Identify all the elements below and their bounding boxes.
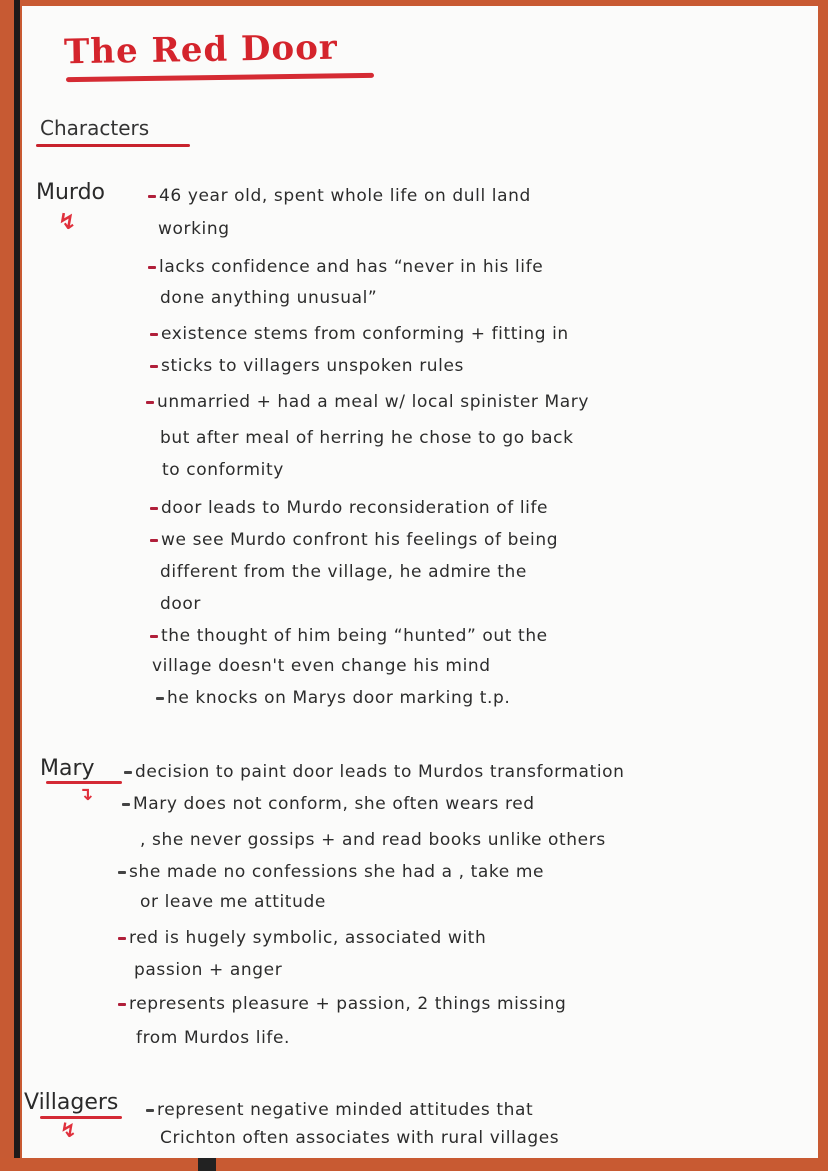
note-line: represents pleasure + passion, 2 things missing: [118, 994, 566, 1014]
bullet-icon: [150, 333, 158, 336]
section-underline: [36, 144, 190, 147]
note-line: he knocks on Marys door marking t.p.: [156, 688, 510, 708]
note-line: she made no confessions she had a , take me: [118, 862, 544, 882]
bullet-icon: [118, 871, 126, 874]
binder-spine: [0, 0, 14, 1171]
red-arrow-icon: ↴: [78, 784, 94, 805]
binder-edge-right: [818, 0, 828, 1171]
bullet-icon: [146, 401, 154, 404]
note-line: decision to paint door leads to Murdos transformation: [124, 762, 625, 782]
note-line: but after meal of herring he chose to go back: [160, 428, 574, 448]
name-underline: [40, 1116, 122, 1119]
note-line: existence stems from conforming + fitting in: [150, 324, 569, 344]
note-paper: [22, 6, 818, 1158]
note-line: represent negative minded attitudes that: [146, 1100, 533, 1120]
note-line: door leads to Murdo reconsideration of life: [150, 498, 548, 518]
bullet-icon: [118, 937, 126, 940]
note-line: to conformity: [162, 460, 284, 480]
note-line: unmarried + had a meal w/ local spinister Mary: [146, 392, 589, 412]
note-line: Crichton often associates with rural villages: [160, 1128, 560, 1148]
note-line: village doesn't even change his mind: [152, 656, 491, 676]
section-heading: Characters: [40, 116, 150, 140]
note-line: from Murdos life.: [136, 1028, 291, 1048]
note-line: , she never gossips + and read books unlike others: [140, 830, 606, 850]
bullet-icon: [150, 507, 158, 510]
bullet-icon: [156, 697, 164, 700]
bullet-icon: [146, 1109, 154, 1112]
page-title: The Red Door: [63, 27, 339, 73]
note-line: passion + anger: [134, 960, 283, 980]
note-line: sticks to villagers unspoken rules: [150, 356, 464, 376]
bullet-icon: [122, 803, 130, 806]
bullet-icon: [150, 365, 158, 368]
bullet-icon: [148, 195, 156, 198]
note-line: door: [160, 594, 201, 614]
note-line: lacks confidence and has “never in his life: [148, 257, 543, 277]
note-line: Mary does not conform, she often wears red: [122, 794, 535, 814]
bullet-icon: [150, 539, 158, 542]
page-edge-shadow: [14, 0, 20, 1171]
note-line: red is hugely symbolic, associated with: [118, 928, 486, 948]
note-line: done anything unusual”: [160, 288, 378, 308]
note-line: the thought of him being “hunted” out the: [150, 626, 548, 646]
red-arrow-icon: ↯: [60, 1118, 77, 1142]
character-name-murdo: Murdo: [36, 180, 106, 205]
note-line: 46 year old, spent whole life on dull land: [148, 186, 531, 206]
note-line: different from the village, he admire the: [160, 562, 527, 582]
bullet-icon: [118, 1003, 126, 1006]
red-arrow-icon: ↯: [58, 210, 77, 235]
note-line: we see Murdo confront his feelings of being: [150, 530, 558, 550]
note-line: or leave me attitude: [140, 892, 326, 912]
binder-clip: [198, 1158, 216, 1171]
binder-edge-bottom: [0, 1158, 828, 1171]
bullet-icon: [150, 635, 158, 638]
character-name-villagers: Villagers: [24, 1090, 119, 1115]
note-line: working: [158, 219, 230, 239]
character-name-mary: Mary: [40, 756, 95, 781]
bullet-icon: [148, 266, 156, 269]
bullet-icon: [124, 771, 132, 774]
